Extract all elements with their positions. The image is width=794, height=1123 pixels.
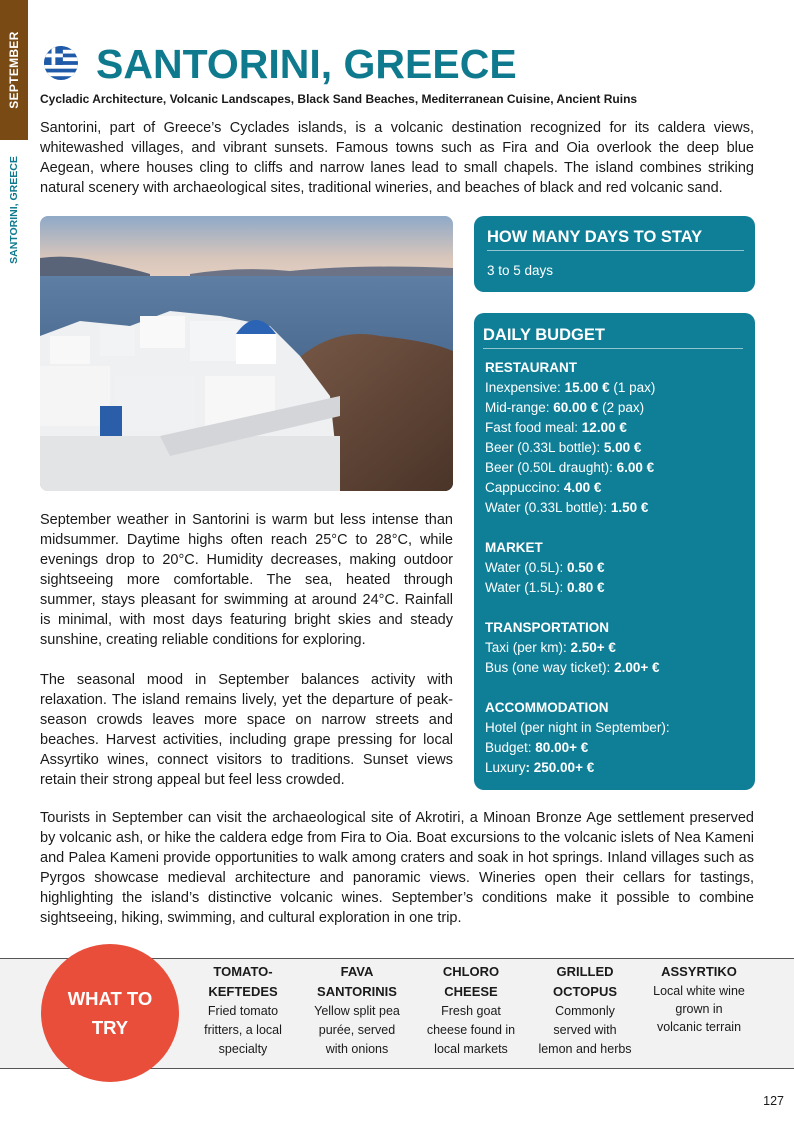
food-name: CHEESE xyxy=(444,984,498,999)
food-name: KEFTEDES xyxy=(208,984,278,999)
budget-item-value: 2.50+ € xyxy=(570,640,616,655)
activities-paragraph: Tourists in September can visit the archaeological site of Akrotiri, a Minoan Bronze Age settlement preserved by volcanic ash, or hike the caldera edge from Fira to Oia. Boat excursions to the volcanic islets of Nea Kameni and Palea Kameni provide opportunities to walk among craters and soak in hot springs. Inland villages such as Pyrgos showcase medieval architecture and panoramic views. Wineries open their cellars for tastings, highlighting the island’s distinctive volcanic wines. September’s conditions make it possible to combine sightseeing, hiking, swimming, and cultural exploration in one trip. xyxy=(40,810,754,926)
budget-item-label: Luxury xyxy=(485,760,526,775)
food-name: SANTORINIS xyxy=(317,984,397,999)
santorini-photo xyxy=(40,216,453,491)
transportation-heading: TRANSPORTATION xyxy=(485,620,609,635)
budget-item xyxy=(485,418,670,438)
highlights-tagline: Cycladic Architecture, Volcanic Landscapes, Black Sand Beaches, Mediterranean Cuisine, Ancient Ruins xyxy=(40,92,638,106)
what-to-try-label: TRY xyxy=(91,1017,129,1038)
food-name: TOMATO- xyxy=(213,964,273,979)
budget-item-value: 60.00 € xyxy=(553,400,599,415)
food-description: Local white wine xyxy=(653,984,745,998)
intro-paragraph: Santorini, part of Greece’s Cyclades islands, is a volcanic destination recognized for its caldera views, whitewashed villages, and vibrant sunsets. Famous towns such as Fira and Oia overlook the deep blue Aegean, where houses cling to cliffs and narrow lanes lead to small chapels. The island combines striking natural scenery with archaeological sites, traditional wineries, and beaches of black and red volcanic sand. xyxy=(40,120,754,196)
month-label: SEPTEMBER xyxy=(7,31,21,109)
divider xyxy=(487,250,744,251)
food-description: specialty xyxy=(218,1042,268,1056)
what-to-try-label: WHAT TO xyxy=(67,988,153,1009)
greece-flag-icon xyxy=(44,46,78,80)
food-name: GRILLED xyxy=(556,964,614,979)
place-side-label xyxy=(0,150,28,270)
month-side-tab xyxy=(0,0,28,140)
budget-item-label: Water (1.5L): xyxy=(485,580,568,595)
budget-item xyxy=(485,738,670,758)
page-number: 127 xyxy=(763,1094,784,1108)
budget-item-value: 6.00 € xyxy=(616,460,655,475)
budget-item xyxy=(485,498,670,518)
budget-item-note: (1 pax) xyxy=(609,380,656,395)
seasonal-mood-paragraph: The seasonal mood in September balances activity with relaxation. The island remains lively, yet the departure of peak-season crowds leaves more space on narrow streets and beaches. Harvest activities, including grape pressing for local Assyrtiko wines, connect visitors to traditions. Sunset views retain their strong appeal but feel less crowded. xyxy=(40,672,453,788)
budget-item-value: 80.00+ € xyxy=(535,740,589,755)
page-title: SANTORINI, GREECE xyxy=(96,41,517,87)
spacer xyxy=(485,678,670,698)
budget-item-label: Inexpensive: xyxy=(485,380,565,395)
budget-item-value: 0.80 € xyxy=(567,580,605,595)
budget-item-label: Beer (0.33L bottle): xyxy=(485,440,604,455)
budget-item-value: 5.00 € xyxy=(603,440,642,455)
food-description: fritters, a local xyxy=(204,1023,282,1037)
budget-item xyxy=(485,458,670,478)
food-name: CHLORO xyxy=(442,964,500,979)
daily-budget-heading: DAILY BUDGET xyxy=(483,326,605,344)
budget-item xyxy=(485,438,670,458)
budget-item xyxy=(485,378,670,398)
food-item xyxy=(187,962,299,1059)
food-name: OCTOPUS xyxy=(552,984,618,999)
food-item xyxy=(643,962,755,1036)
food-name: FAVA xyxy=(340,964,374,979)
budget-item-value: 15.00 € xyxy=(564,380,610,395)
budget-item-label: Budget: xyxy=(485,740,536,755)
budget-item-label: Cappuccino: xyxy=(485,480,564,495)
days-to-stay-box xyxy=(474,216,755,292)
food-description: purée, served xyxy=(318,1023,396,1037)
food-name: ASSYRTIKO xyxy=(661,964,737,979)
budget-item xyxy=(485,638,670,658)
weather-paragraph: September weather in Santorini is warm but less intense than midsummer. Daytime highs often reach 25°C to 28°C, while evenings drop to 20°C. Humidity decreases, making outdoor sightseeing more comfortable. The sea, heated through summer, stays pleasant for swimming at around 24°C. Rainfall is minimal, with most days featuring bright skies and steady sunshine, creating reliable conditions for exploring. xyxy=(40,512,453,648)
budget-list xyxy=(485,358,670,778)
accommodation-note: Hotel (per night in September): xyxy=(485,720,670,735)
budget-item xyxy=(485,558,670,578)
food-description: Yellow split pea xyxy=(314,1004,400,1018)
food-item xyxy=(301,962,413,1059)
budget-item-value: 0.50 € xyxy=(567,560,605,575)
budget-item xyxy=(485,658,670,678)
budget-item xyxy=(485,578,670,598)
place-label: SANTORINI, GREECE xyxy=(8,156,20,264)
budget-item-value: 1.50 € xyxy=(610,500,649,515)
days-to-stay-value: 3 to 5 days xyxy=(487,263,554,278)
food-description: Fresh goat xyxy=(441,1004,501,1018)
days-to-stay-heading: HOW MANY DAYS TO STAY xyxy=(487,228,703,246)
food-description: cheese found in xyxy=(426,1023,516,1037)
food-description: local markets xyxy=(434,1042,508,1056)
spacer xyxy=(485,598,670,618)
budget-item-value: 2.00+ € xyxy=(614,660,660,675)
daily-budget-box xyxy=(474,313,755,790)
what-to-try-badge xyxy=(41,944,179,1082)
food-item xyxy=(415,962,527,1059)
food-description: volcanic terrain xyxy=(656,1020,742,1034)
budget-item-label: Fast food meal: xyxy=(485,420,582,435)
budget-item-label: Taxi (per km): xyxy=(485,640,571,655)
food-description: served with xyxy=(553,1023,617,1037)
food-description: lemon and herbs xyxy=(538,1042,632,1056)
divider xyxy=(483,348,743,349)
food-description: with onions xyxy=(325,1042,389,1056)
budget-item xyxy=(485,758,670,778)
budget-item xyxy=(485,478,670,498)
budget-item-label: Mid-range: xyxy=(485,400,554,415)
budget-item-value: : 250.00+ € xyxy=(525,760,595,775)
budget-item-label: Bus (one way ticket): xyxy=(485,660,615,675)
spacer xyxy=(485,518,670,538)
budget-item-label: Beer (0.50L draught): xyxy=(485,460,617,475)
budget-item-value: 12.00 € xyxy=(581,420,627,435)
market-heading: MARKET xyxy=(485,540,543,555)
restaurant-heading: RESTAURANT xyxy=(485,360,577,375)
budget-item-value: 4.00 € xyxy=(563,480,602,495)
budget-item-label: Water (0.33L bottle): xyxy=(485,500,611,515)
food-item xyxy=(529,962,641,1059)
food-description: Commonly xyxy=(555,1004,615,1018)
budget-item-label: Water (0.5L): xyxy=(485,560,568,575)
budget-item-note: (2 pax) xyxy=(598,400,645,415)
food-description: grown in xyxy=(675,1002,723,1016)
food-description: Fried tomato xyxy=(207,1004,279,1018)
accommodation-heading: ACCOMMODATION xyxy=(485,700,609,715)
budget-item xyxy=(485,398,670,418)
